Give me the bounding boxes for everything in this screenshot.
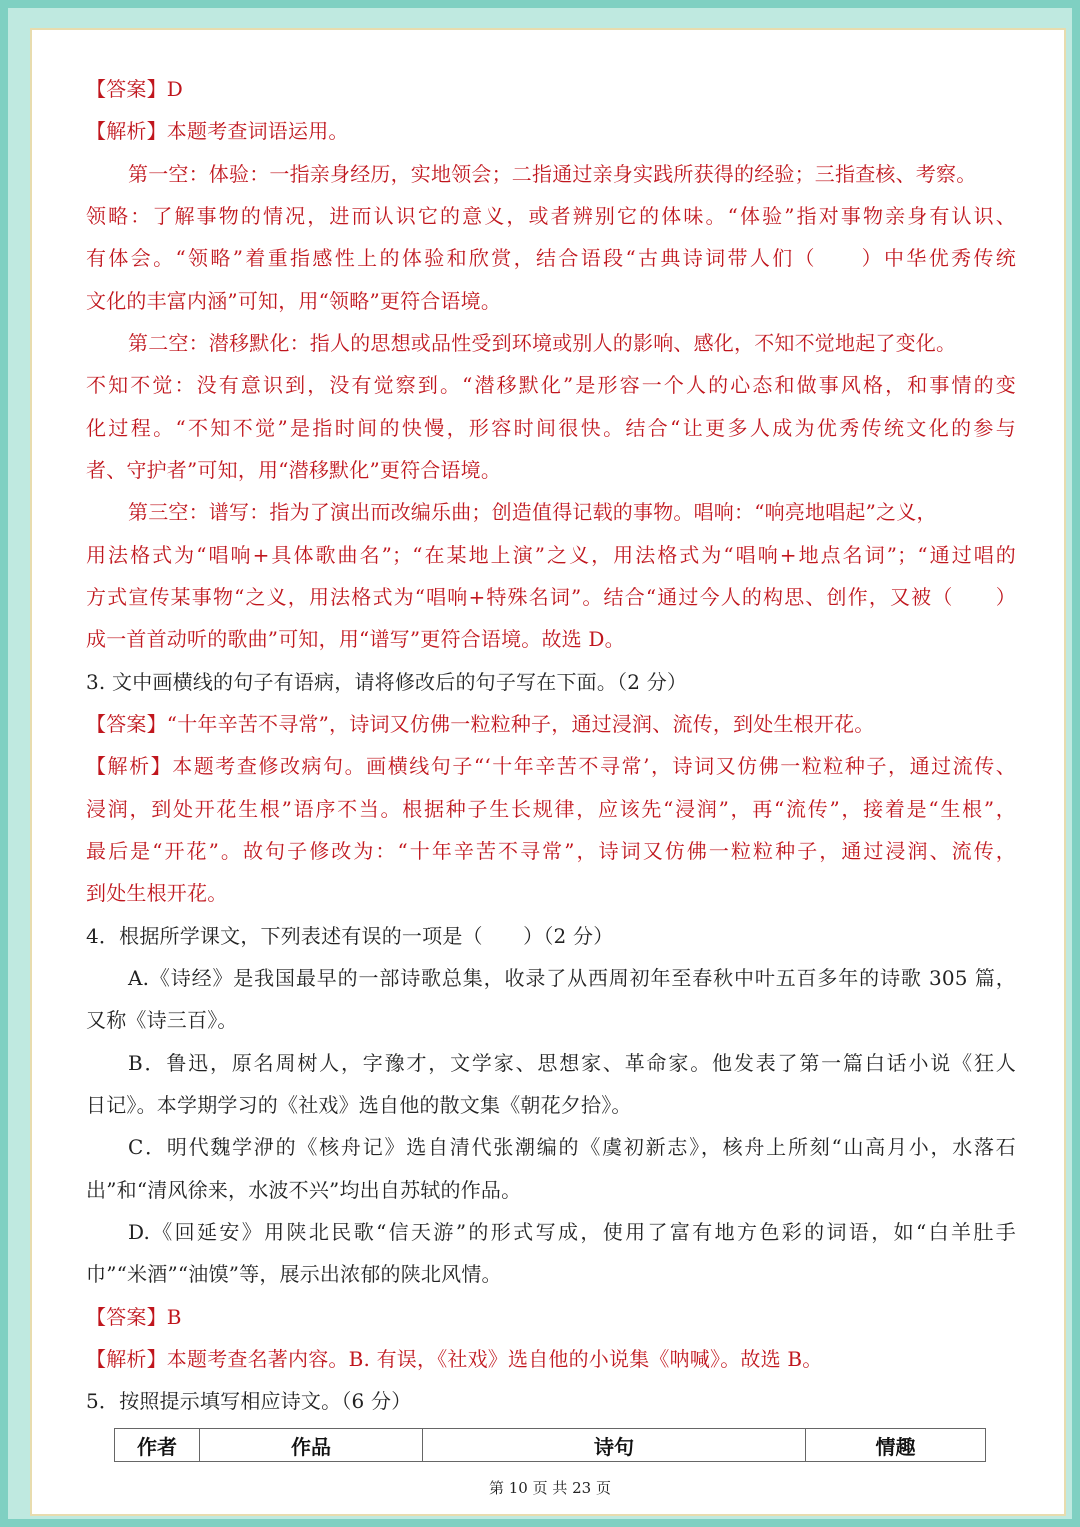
analysis-text: 用法格式为“唱响+具体歌曲名”；“在某地上演”之义，用法格式为“唱响+地点名词”；“通过唱的 xyxy=(86,543,1016,567)
header-author: 作者 xyxy=(115,1429,200,1462)
analysis-text: 不知不觉：没有意识到，没有觉察到。“潜移默化”是形容一个人的心态和做事风格，和事情的变 xyxy=(86,373,1016,397)
analysis-text: 领略：了解事物的情况，进而认识它的意义，或者辨别它的体味。“体验”指对事物亲身有认识、 xyxy=(86,204,1016,228)
analysis-text: 最后是“开花”。故句子修改为：“十年辛苦不寻常”，诗词又仿佛一粒粒种子，通过浸润、流传， xyxy=(86,839,1016,863)
analysis-line: 【解析】本题考查词语运用。 xyxy=(86,119,349,143)
analysis-text: 有体会。“领略”着重指感性上的体验和欣赏，结合语段“古典诗词带人们（ ）中华优秀传统 xyxy=(86,246,1016,270)
analysis-text: 者、守护者”可知，用“潜移默化”更符合语境。 xyxy=(86,458,502,482)
header-interest: 情趣 xyxy=(806,1429,986,1462)
option-d-cont: 巾”“米酒”“油馍”等，展示出浓郁的陕北风情。 xyxy=(86,1262,502,1286)
analysis-line: 【解析】本题考查修改病句。画横线句子“‘十年辛苦不寻常’，诗词又仿佛一粒粒种子，通过流传、 xyxy=(86,754,1016,778)
table-header-row xyxy=(115,1429,986,1462)
analysis-text: 第二空：潜移默化：指人的思想或品性受到环境或别人的影响、感化，不知不觉地起了变化。 xyxy=(128,331,957,355)
question-3: 3. 文中画横线的句子有语病，请将修改后的句子写在下面。（2 分） xyxy=(86,670,688,694)
analysis-text: 化过程。“不知不觉”是指时间的快慢，形容时间很快。结合“让更多人成为优秀传统文化的参与 xyxy=(86,416,1016,440)
document-page xyxy=(30,28,1066,1516)
option-a: A.《诗经》是我国最早的一部诗歌总集，收录了从西周初年至春秋中叶五百多年的诗歌 305 篇， xyxy=(128,966,1016,990)
analysis-text: 方式宣传某事物“之义，用法格式为“唱响+特殊名词”。结合“通过今人的构思、创作，又被（ ） xyxy=(86,585,1016,609)
analysis-text: 浸润，到处开花生根”语序不当。根据种子生长规律，应该先“浸润”，再“流传”，接着是“生根”， xyxy=(86,797,1016,821)
option-c-cont: 出”和“清风徐来，水波不兴”均出自苏轼的作品。 xyxy=(86,1178,522,1202)
header-verse: 诗句 xyxy=(423,1429,806,1462)
question-5: 5．按照提示填写相应诗文。（6 分） xyxy=(86,1389,412,1413)
option-a-cont: 又称《诗三百》。 xyxy=(86,1008,238,1032)
question-4: 4．根据所学课文，下列表述有误的一项是（ ）（2 分） xyxy=(86,924,614,948)
answer-line: 【答案】D xyxy=(86,77,184,101)
poem-table xyxy=(114,1428,986,1462)
analysis-text: 第三空：谱写：指为了演出而改编乐曲；创造值得记载的事物。唱响：“响亮地唱起”之义， xyxy=(128,500,937,524)
analysis-text: 第一空：体验：一指亲身经历，实地领会；二指通过亲身实践所获得的经验；三指查核、考察。 xyxy=(128,162,977,186)
analysis-text: 成一首首动听的歌曲”可知，用“谱写”更符合语境。故选 D。 xyxy=(86,627,625,651)
page-border-frame xyxy=(8,8,1072,1519)
option-d: D.《回延安》用陕北民歌“信天游”的形式写成，使用了富有地方色彩的词语，如“白羊肚手 xyxy=(128,1220,1016,1244)
page-number: 第 10 页 共 23 页 xyxy=(488,1479,611,1497)
analysis-text: 到处生根开花。 xyxy=(86,881,228,905)
analysis-line: 【解析】本题考查名著内容。B. 有误，《社戏》选自他的小说集《呐喊》。故选 B。 xyxy=(86,1347,823,1371)
header-work: 作品 xyxy=(200,1429,423,1462)
answer-line: 【答案】B xyxy=(86,1305,182,1329)
option-c: C．明代魏学洢的《核舟记》选自清代张潮编的《虞初新志》，核舟上所刻“山高月小，水落石 xyxy=(128,1135,1016,1159)
option-b-cont: 日记》。本学期学习的《社戏》选自他的散文集《朝花夕拾》。 xyxy=(86,1093,632,1117)
option-b: B．鲁迅，原名周树人，字豫才，文学家、思想家、革命家。他发表了第一篇白话小说《狂人 xyxy=(128,1051,1016,1075)
answer-line: 【答案】“十年辛苦不寻常”，诗词又仿佛一粒粒种子，通过浸润、流传，到处生根开花。 xyxy=(86,712,875,736)
analysis-text: 文化的丰富内涵”可知，用“领略”更符合语境。 xyxy=(86,289,502,313)
